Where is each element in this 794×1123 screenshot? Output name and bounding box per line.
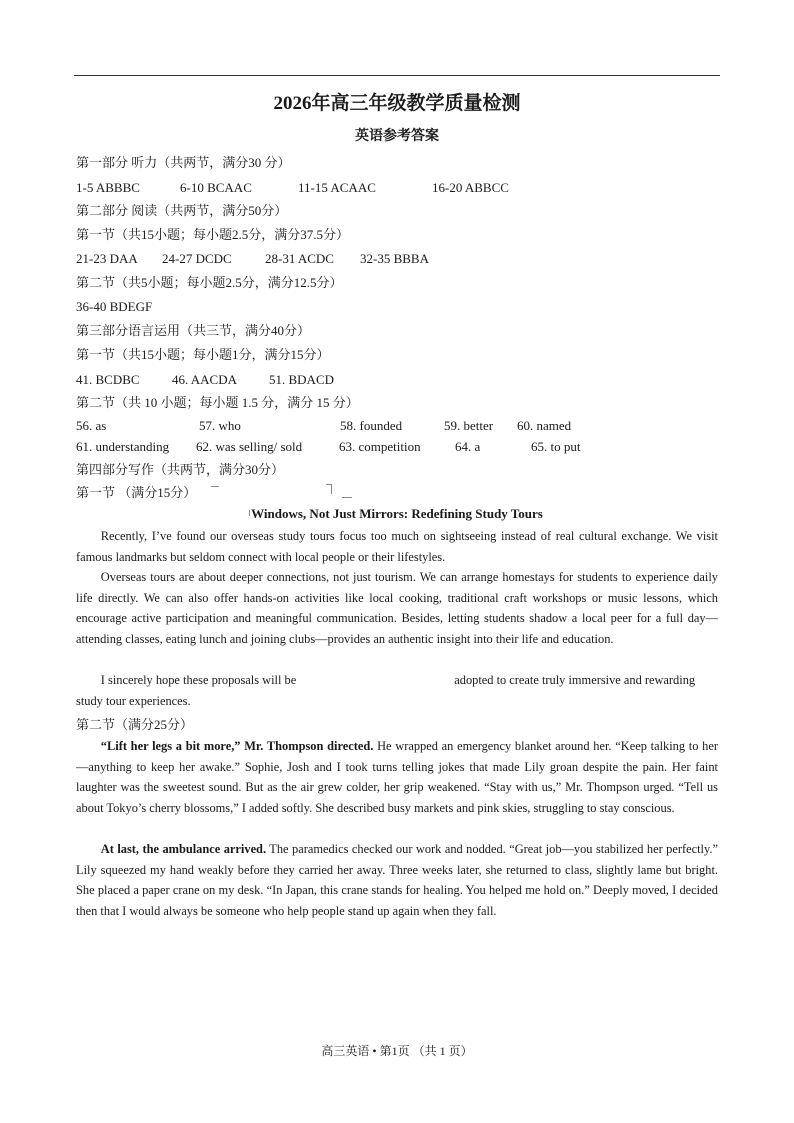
- answer-group: 36-40 BDEGF: [76, 299, 153, 314]
- part2-section1-heading: 第一节（共15小题；每小题2.5分，满分37.5分）: [76, 227, 350, 242]
- part3-section2-heading: 第二节（共 10 小题；每小题 1.5 分，满分 15 分）: [76, 395, 359, 410]
- answer-group: 16-20 ABBCC: [432, 180, 509, 195]
- essay-paragraph: Overseas tours are about deeper connections, not just tourism. We can arrange homestays for students to experience daily life directly. We can also offer hands-on activities like local cooking, traditional craft workshops or music lessons, which encourage active participation and meaningful communication. Besides, letting students shadow a local peer for a full day—attending classes, eating lunch and joining clubs—provides an authentic insight into their life and education.: [76, 570, 718, 646]
- answer-item: 64. a: [455, 439, 481, 454]
- answer-group: 11-15 ACAAC: [298, 180, 376, 195]
- scan-mark: [342, 497, 352, 498]
- answer-group: 32-35 BBBA: [360, 251, 429, 266]
- answer-item: 57. who: [199, 418, 241, 433]
- answer-group: 46. AACDA: [172, 372, 238, 387]
- essay-paragraph: Recently, I’ve found our overseas study tours focus too much on sightseeing instead of real cultural exchange. We visit famous landmarks but seldom connect with local people or their lifestyles.: [76, 529, 718, 564]
- answer-item: 58. founded: [340, 418, 403, 433]
- story-text: He wrapped an emergency blanket around her. “Keep talking to her—anything to keep her awake.” Sophie, Josh and I took turns telling jokes that made Lily groan despite the pain. Her faint laughter was the sweetest sound. But as the air grew colder, her grip weakened. “Stay with us,” Mr. Thompson urged. “Tell us about Tokyo’s cherry blossoms,” I added softly. She described busy markets and pink skies, struggling to stay conscious.: [76, 739, 718, 815]
- scan-mark: [211, 486, 219, 487]
- essay-sentence-start: I sincerely hope these proposals will be: [100, 673, 297, 687]
- answer-item: 59. better: [444, 418, 494, 433]
- page-subtitle: 英语参考答案: [355, 129, 439, 144]
- answer-group: 6-10 BCAAC: [180, 180, 252, 195]
- story-lead-sentence: At last, the ambulance arrived.: [100, 842, 267, 856]
- top-rule: [74, 75, 720, 76]
- answer-group: 51. BDACD: [269, 372, 335, 387]
- part1-heading: 第一部分 听力（共两节，满分30 分）: [76, 155, 291, 170]
- part3-section1-heading: 第一节（共15小题；每小题1分，满分15分）: [76, 347, 330, 362]
- answer-group: 24-27 DCDC: [162, 251, 232, 266]
- part4-section1-heading: 第一节 （满分15分）: [76, 485, 197, 500]
- essay-sentence-end: adopted to create truly immersive and rewarding study tour experiences.: [76, 673, 696, 708]
- answer-group: 1-5 ABBBC: [76, 180, 140, 195]
- answer-item: 56. as: [76, 418, 107, 433]
- answer-item: 65. to put: [531, 439, 581, 454]
- story-paragraph: [76, 839, 718, 921]
- part4-heading: 第四部分写作（共两节，满分30分）: [76, 462, 285, 477]
- scan-mark: [331, 484, 332, 494]
- story-paragraph: [76, 736, 718, 818]
- answer-item: 62. was selling/ sold: [196, 439, 303, 454]
- essay-paragraph: [76, 670, 718, 711]
- answer-group: 28-31 ACDC: [265, 251, 334, 266]
- answer-group: 41. BCDBC: [76, 372, 140, 387]
- part2-section2-heading: 第二节（共5小题；每小题2.5分，满分12.5分）: [76, 275, 343, 290]
- page-title: 2026年高三年级教学质量检测: [273, 93, 521, 114]
- page-footer: 高三英语 • 第1页 （共 1 页）: [321, 1044, 473, 1058]
- part2-heading: 第二部分 阅读（共两节，满分50分）: [76, 203, 288, 218]
- story-lead-sentence: “Lift her legs a bit more,” Mr. Thompson directed.: [100, 739, 374, 753]
- essay-title: Windows, Not Just Mirrors: Redefining Study Tours: [251, 506, 543, 521]
- answer-group: 21-23 DAA: [76, 251, 138, 266]
- answer-item: 60. named: [517, 418, 572, 433]
- answer-item: 63. competition: [339, 439, 421, 454]
- part4-section2-heading: 第二节（满分25分）: [76, 717, 194, 732]
- part3-heading: 第三部分语言运用（共三节，满分40分）: [76, 323, 311, 338]
- answer-item: 61. understanding: [76, 439, 170, 454]
- story-text: The paramedics checked our work and nodded. “Great job—you stabilized her perfectly.” Lily squeezed my hand weakly before they carried her away. Three weeks later, she returned to class, slightly lame but bright. She placed a paper crane on my desk. “In Japan, this crane stands for healing. You helped me hold on.” Deeply moved, I decided then that I would always be someone who help people stand up again when they fall.: [76, 842, 718, 918]
